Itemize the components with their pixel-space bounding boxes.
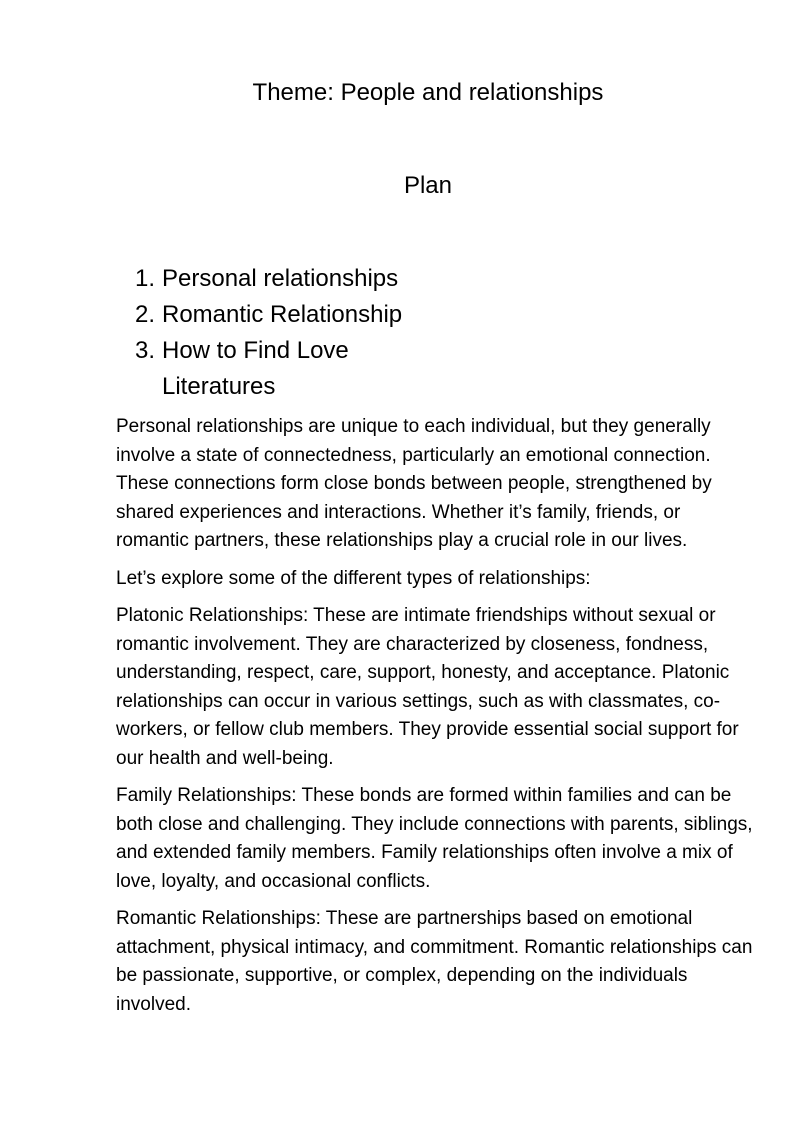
plan-item-number: 3. xyxy=(135,337,156,364)
body-text xyxy=(116,413,756,1028)
plan-item-text: How to Find Love xyxy=(162,337,349,364)
plan-item-continuation: Literatures xyxy=(162,373,276,400)
paragraph-platonic-relationships: Platonic Relationships: These are intimate friendships without sexual or romantic involvement. They are characterized by closeness, fondness, understanding, respect, care, support, honesty, and acceptance. Platonic relationships can occur in various settings, such as with classmates, co-workers, or fellow club members. They provide essential social support for our health and well-being. xyxy=(116,605,739,769)
plan-item-text: Romantic Relationship xyxy=(162,301,403,328)
plan-list xyxy=(135,261,402,405)
plan-item-number: 2. xyxy=(135,301,156,328)
document-title: Theme: People and relationships xyxy=(252,79,604,106)
paragraph-family-relationships: Family Relationships: These bonds are formed within families and can be both close and challenging. They include connections with parents, siblings, and extended family members. Family relationships often involve a mix of love, loyalty, and occasional conflicts. xyxy=(116,785,753,892)
paragraph-explore-types: Let’s explore some of the different types of relationships: xyxy=(116,567,591,589)
plan-item xyxy=(135,297,402,333)
plan-item-number: 1. xyxy=(135,265,156,292)
plan-item xyxy=(135,261,402,297)
plan-item xyxy=(135,333,402,405)
paragraph-personal-relationships: Personal relationships are unique to each individual, but they generally involve a state of connectedness, particularly an emotional connection. These connections form close bonds between people, strengthened by shared experiences and interactions. Whether it’s family, friends, or romantic partners, these relationships play a crucial role in our lives. xyxy=(116,416,712,551)
paragraph-romantic-relationships: Romantic Relationships: These are partnerships based on emotional attachment, physical intimacy, and commitment. Romantic relationships can be passionate, supportive, or complex, depending on the individuals involved. xyxy=(116,908,753,1015)
plan-heading: Plan xyxy=(403,172,453,199)
plan-item-text: Personal relationships xyxy=(162,265,399,292)
